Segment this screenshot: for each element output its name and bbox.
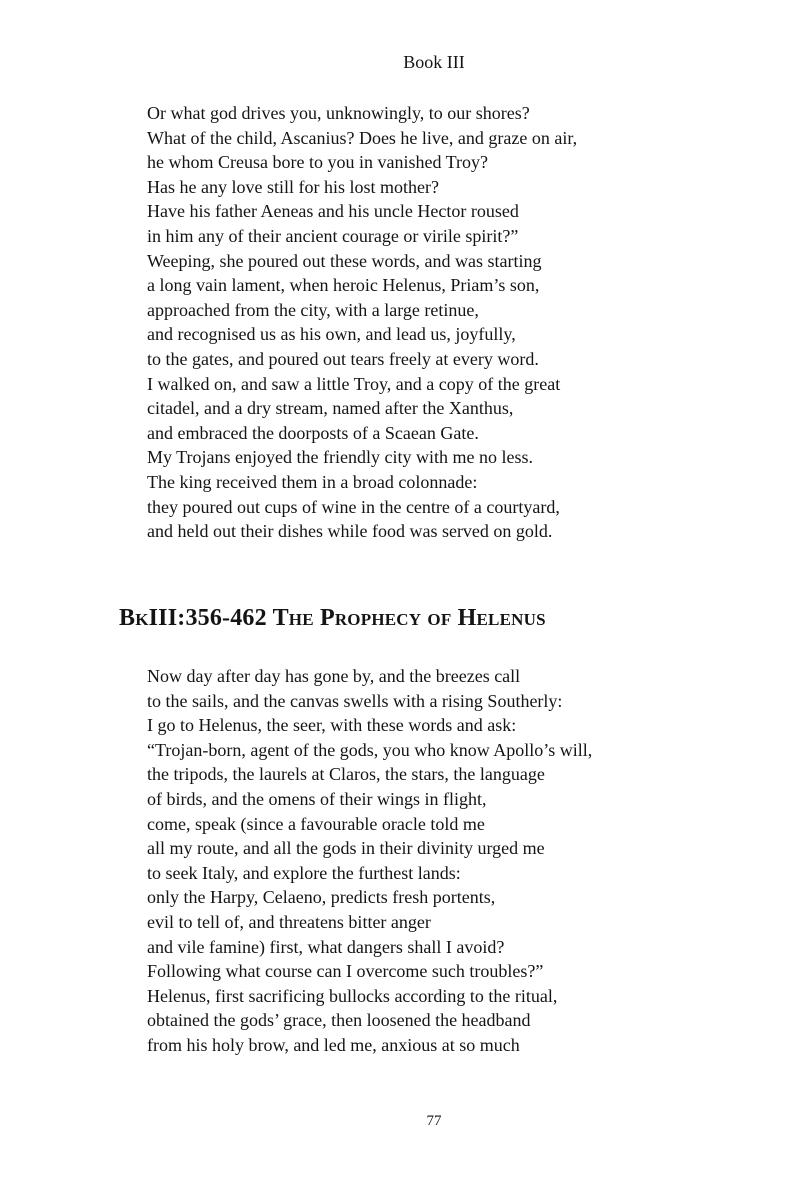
verse-line: obtained the gods’ grace, then loosened the headband xyxy=(147,1010,531,1031)
section-heading: BkIII:356-462 The Prophecy of Helenus xyxy=(119,605,546,631)
verse-line: to seek Italy, and explore the furthest lands: xyxy=(147,862,461,883)
verse-line: I walked on, and saw a little Troy, and a copy of the great xyxy=(147,373,561,394)
verse-line: citadel, and a dry stream, named after the Xanthus, xyxy=(147,398,514,419)
verse-line: the tripods, the laurels at Claros, the stars, the language xyxy=(147,764,545,785)
verse-line: in him any of their ancient courage or virile spirit?” xyxy=(147,225,519,246)
verse-line: a long vain lament, when heroic Helenus, Priam’s son, xyxy=(147,275,540,296)
verse-line: all my route, and all the gods in their divinity urged me xyxy=(147,838,545,859)
verse-line: and embraced the doorposts of a Scaean Gate. xyxy=(147,422,479,443)
verse-line: come, speak (since a favourable oracle told me xyxy=(147,813,485,834)
verse-line: My Trojans enjoyed the friendly city with me no less. xyxy=(147,447,533,468)
verse-line: What of the child, Ascanius? Does he live, and graze on air, xyxy=(147,127,578,148)
verse-line: Has he any love still for his lost mother? xyxy=(147,176,439,197)
verse-line: Following what course can I overcome such troubles?” xyxy=(147,961,544,982)
verse-line: evil to tell of, and threatens bitter anger xyxy=(147,911,431,932)
verse-block-1 xyxy=(147,101,577,544)
verse-line: to the gates, and poured out tears freely at every word. xyxy=(147,348,539,369)
verse-line: The king received them in a broad colonnade: xyxy=(147,471,478,492)
page-number: 77 xyxy=(426,1113,442,1129)
verse-line: Or what god drives you, unknowingly, to our shores? xyxy=(147,103,530,123)
running-head-title: Book III xyxy=(403,52,465,72)
verse-line: I go to Helenus, the seer, with these words and ask: xyxy=(147,715,517,736)
verse-line: and held out their dishes while food was served on gold. xyxy=(147,521,553,542)
verse-line: “Trojan-born, agent of the gods, you who know Apollo’s will, xyxy=(147,739,593,760)
verse-block-2 xyxy=(147,664,592,1058)
verse-line: only the Harpy, Celaeno, predicts fresh portents, xyxy=(147,887,496,908)
verse-line: Have his father Aeneas and his uncle Hector roused xyxy=(147,201,519,222)
verse-line: Weeping, she poured out these words, and was starting xyxy=(147,250,542,271)
verse-line: and recognised us as his own, and lead us, joyfully, xyxy=(147,324,516,345)
verse-line: from his holy brow, and led me, anxious at so much xyxy=(147,1034,520,1055)
verse-line: they poured out cups of wine in the centre of a courtyard, xyxy=(147,496,560,517)
verse-line: Helenus, first sacrificing bullocks according to the ritual, xyxy=(147,985,558,1006)
verse-line: he whom Creusa bore to you in vanished Troy? xyxy=(147,152,488,173)
verse-line: Now day after day has gone by, and the breezes call xyxy=(147,666,521,686)
verse-line: approached from the city, with a large retinue, xyxy=(147,299,479,320)
verse-line: and vile famine) first, what dangers shall I avoid? xyxy=(147,936,505,957)
verse-line: of birds, and the omens of their wings in flight, xyxy=(147,788,487,809)
verse-line: to the sails, and the canvas swells with a rising Southerly: xyxy=(147,690,563,711)
